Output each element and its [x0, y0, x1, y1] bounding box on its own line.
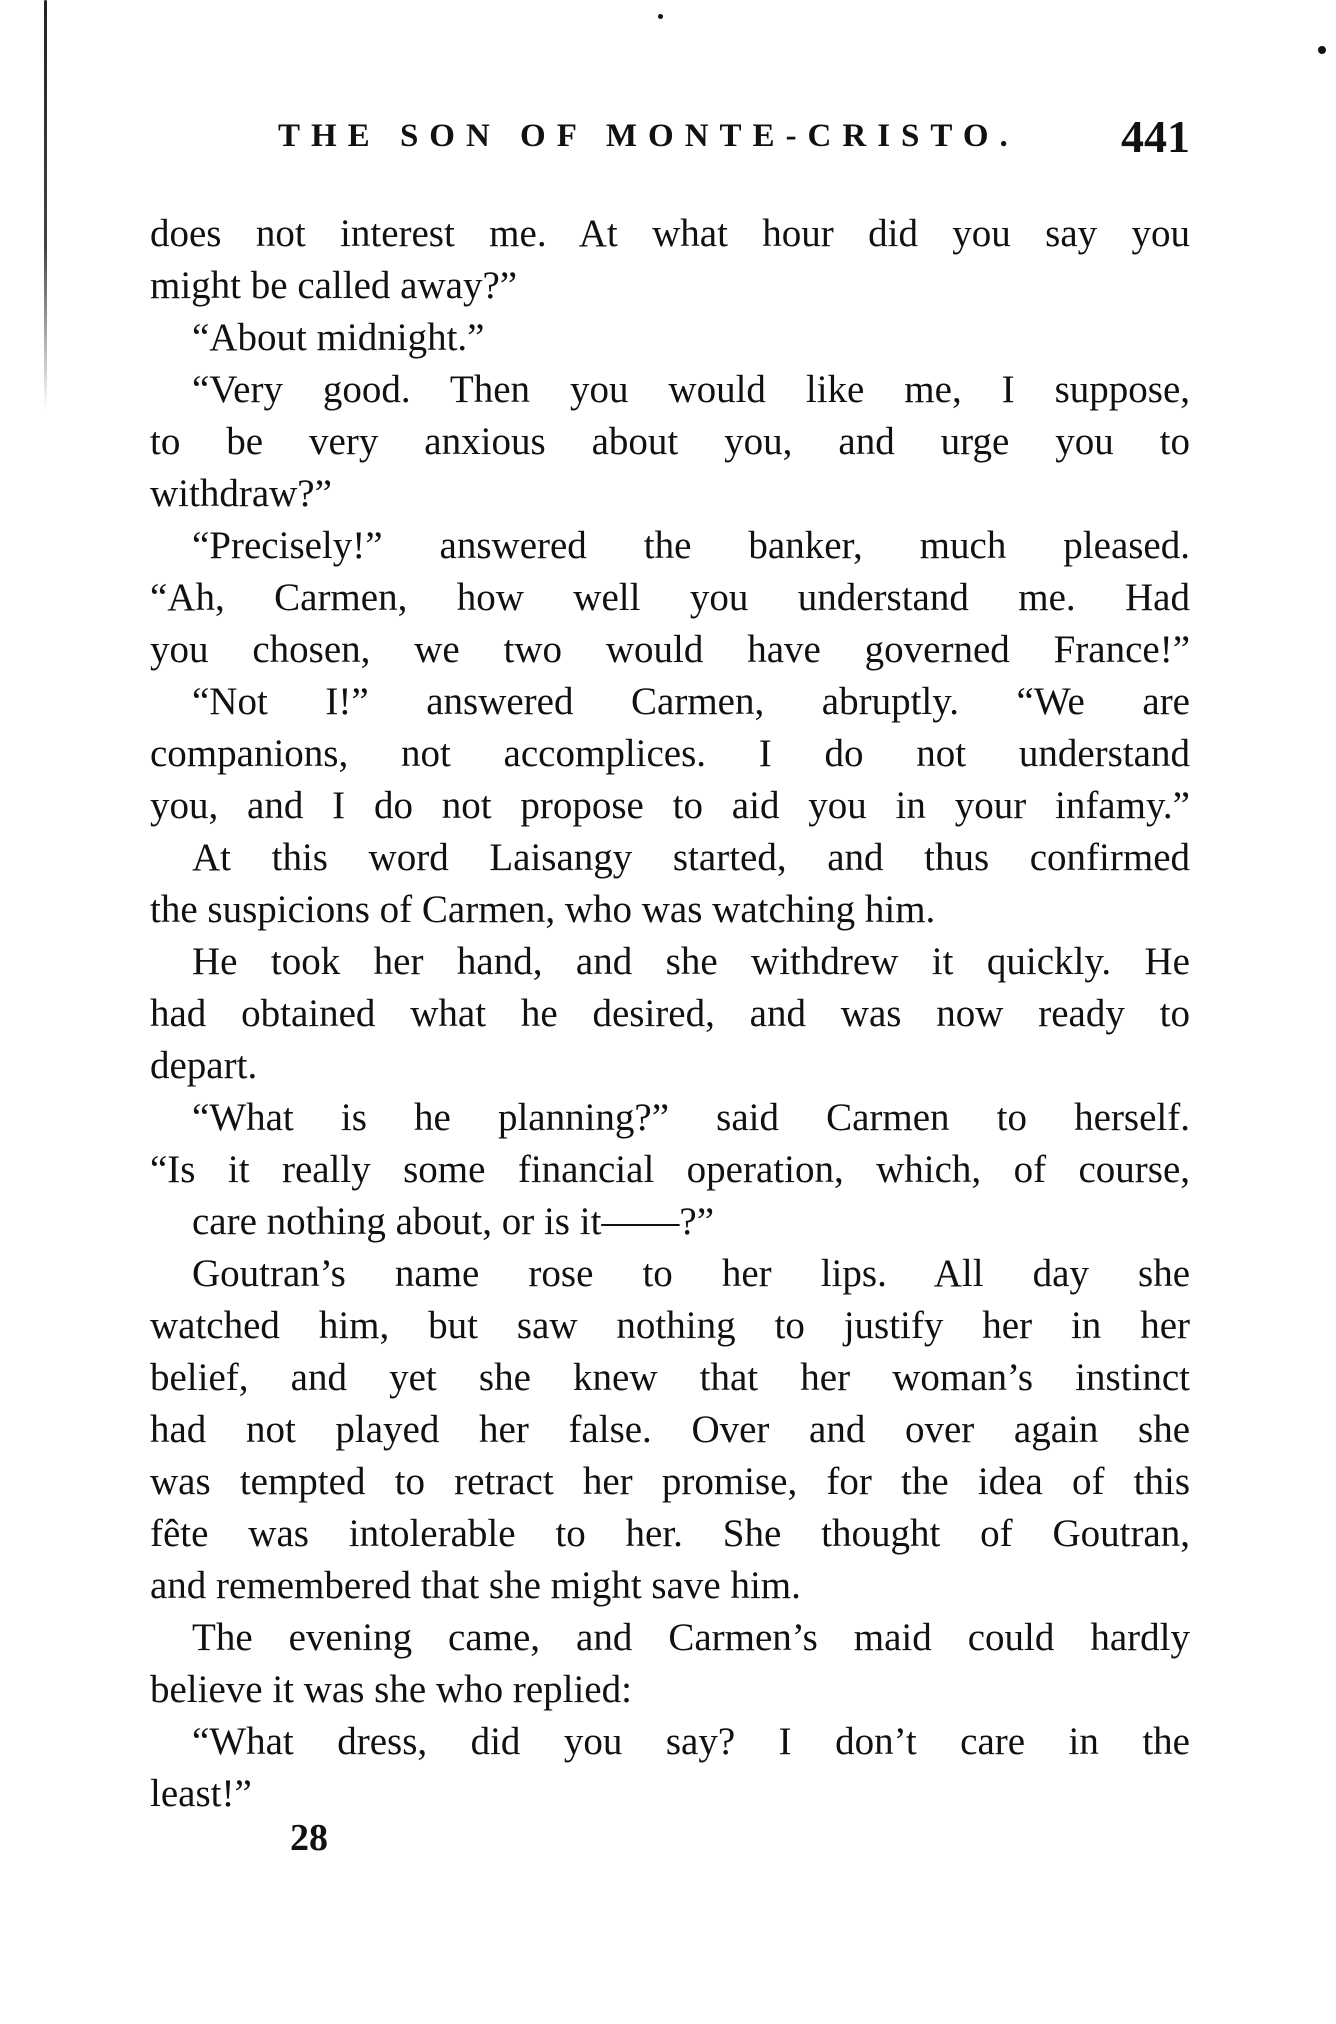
text-line: “What is he planning?” said Carmen to herself.	[192, 1096, 1190, 1139]
text-line: the suspicions of Carmen, who was watching him.	[150, 888, 936, 931]
text-line: “Ah, Carmen, how well you understand me. Had	[150, 576, 1190, 619]
page-number: 441	[1121, 111, 1190, 162]
text-line: He took her hand, and she withdrew it quickly. He	[192, 940, 1190, 983]
text-line: depart.	[150, 1044, 258, 1087]
text-line: care nothing about, or is it——?”	[192, 1200, 715, 1243]
text-line: and remembered that she might save him.	[150, 1564, 801, 1607]
signature-mark: 28	[290, 1817, 328, 1859]
text-line: “Precisely!” answered the banker, much pleased.	[192, 524, 1190, 567]
text-line: withdraw?”	[150, 472, 332, 515]
text-line: had not played her false. Over and over again she	[150, 1408, 1190, 1451]
text-line: you, and I do not propose to aid you in your infamy.”	[150, 784, 1190, 827]
text-line: might be called away?”	[150, 264, 518, 307]
body-text	[150, 208, 1190, 1820]
text-line: to be very anxious about you, and urge you to	[150, 420, 1190, 463]
text-line: companions, not accomplices. I do not understand	[150, 732, 1190, 775]
text-line: fête was intolerable to her. She thought of Goutran,	[150, 1512, 1190, 1555]
text-line: least!”	[150, 1772, 252, 1815]
text-line: had obtained what he desired, and was now ready to	[150, 992, 1190, 1035]
ink-speck	[658, 14, 663, 19]
text-line: “About midnight.”	[192, 316, 485, 359]
text-line: “Very good. Then you would like me, I suppose,	[192, 368, 1190, 411]
ink-speck	[1318, 46, 1326, 54]
text-line: “Not I!” answered Carmen, abruptly. “We are	[192, 680, 1190, 723]
text-line: “What dress, did you say? I don’t care in the	[192, 1720, 1190, 1763]
text-line: At this word Laisangy started, and thus confirmed	[192, 836, 1190, 879]
text-line: watched him, but saw nothing to justify her in her	[150, 1304, 1190, 1347]
page-header	[150, 110, 1190, 170]
page-edge-shadow	[44, 0, 47, 410]
text-line: was tempted to retract her promise, for the idea of this	[150, 1460, 1190, 1503]
text-line: Goutran’s name rose to her lips. All day she	[192, 1252, 1190, 1295]
running-head: THE SON OF MONTE-CRISTO.	[278, 118, 1019, 154]
text-line: belief, and yet she knew that her woman’s instinct	[150, 1356, 1190, 1399]
text-line: does not interest me. At what hour did you say you	[150, 212, 1190, 255]
text-line: “Is it really some financial operation, which, of course,	[150, 1148, 1190, 1191]
text-line: you chosen, we two would have governed France!”	[150, 628, 1190, 671]
text-line: The evening came, and Carmen’s maid could hardly	[192, 1616, 1190, 1659]
text-line: believe it was she who replied:	[150, 1668, 632, 1711]
